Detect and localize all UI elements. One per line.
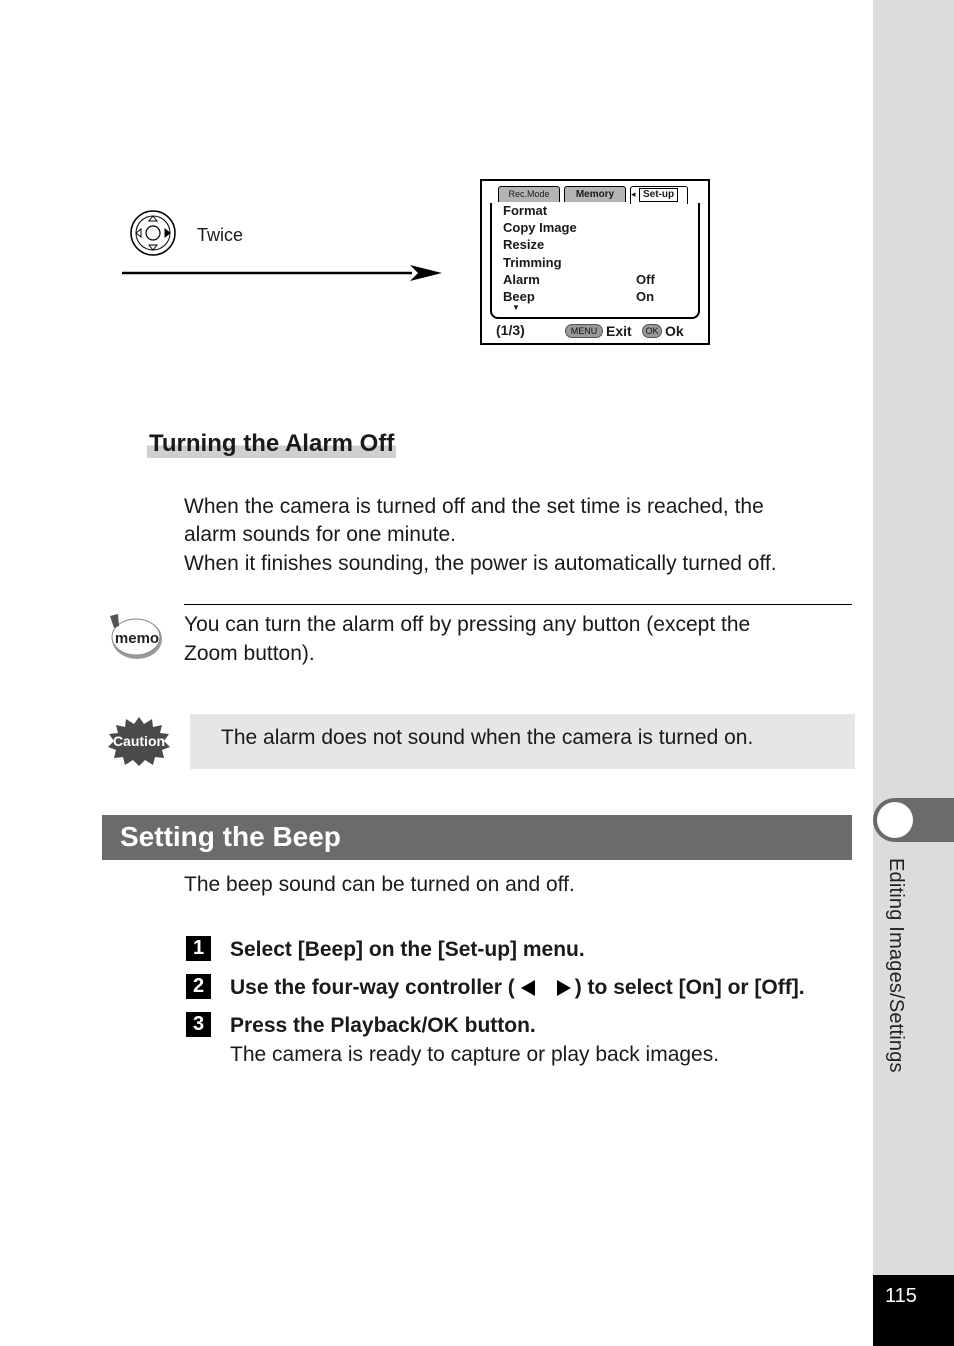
menu-item-format: Format xyxy=(503,203,548,218)
memo-icon-text: memo xyxy=(114,630,160,647)
alarm-text-line1: When the camera is turned off and the set time is reached, the xyxy=(184,495,764,518)
step-number-3: 3 xyxy=(186,1012,211,1037)
tab-set-up xyxy=(630,186,688,204)
step-text-3: Press the Playback/OK button. xyxy=(230,1014,536,1037)
section-label: Editing Images/Settings xyxy=(885,858,907,1073)
tab-memory: Memory xyxy=(564,186,626,202)
menu-value-beep: On xyxy=(636,289,655,304)
beep-intro: The beep sound can be turned on and off. xyxy=(184,873,575,896)
ok-label: Ok xyxy=(665,323,684,339)
menu-screen xyxy=(480,179,710,345)
arrow-right-icon xyxy=(120,262,445,284)
caution-box xyxy=(190,714,855,769)
menu-item-trimming: Trimming xyxy=(503,255,562,270)
step-text-2 xyxy=(230,976,805,1000)
menu-item-resize: Resize xyxy=(503,237,545,252)
caution-icon xyxy=(106,716,172,766)
chapter-dot-icon xyxy=(877,802,913,838)
memo-text-line1: You can turn the alarm off by pressing any button (except the xyxy=(184,613,751,636)
step-text-1: Select [Beep] on the [Set-up] menu. xyxy=(230,938,585,961)
page-number: 115 xyxy=(873,1275,954,1346)
step-number-1: 1 xyxy=(186,936,211,961)
beep-heading: Setting the Beep xyxy=(102,815,852,860)
alarm-text-line2: alarm sounds for one minute. xyxy=(184,523,456,546)
tab-set-up-label: Set-up xyxy=(639,188,678,202)
menu-item-copy-image: Copy Image xyxy=(503,220,577,235)
triangle-left-icon xyxy=(521,980,535,996)
menu-item-beep: Beep xyxy=(503,289,535,304)
chapter-tab xyxy=(873,798,954,842)
ok-button-icon: OK xyxy=(642,324,662,338)
triangle-left-icon: ◂ xyxy=(631,189,636,199)
sidebar xyxy=(873,0,954,1346)
triangle-right-icon xyxy=(557,980,571,996)
step-3-note: The camera is ready to capture or play back images. xyxy=(230,1043,720,1066)
memo-divider xyxy=(184,604,852,605)
caution-text: The alarm does not sound when the camera is turned on. xyxy=(221,726,754,749)
menu-value-alarm: Off xyxy=(636,272,655,287)
page-indicator: (1/3) xyxy=(496,322,525,338)
alarm-text-line3: When it finishes sounding, the power is automatically turned off. xyxy=(184,552,777,575)
press-count-label: Twice xyxy=(197,225,244,245)
scroll-down-icon: ▼ xyxy=(512,303,520,312)
four-way-controller-icon xyxy=(128,208,178,258)
step-text-2-after: ) to select [On] or [Off]. xyxy=(574,976,805,999)
alarm-heading: Turning the Alarm Off xyxy=(149,430,395,457)
caution-icon-text: Caution xyxy=(112,733,166,749)
menu-item-alarm: Alarm xyxy=(503,272,540,287)
menu-panel xyxy=(490,203,700,319)
exit-label: Exit xyxy=(606,323,632,339)
memo-text-line2: Zoom button). xyxy=(184,642,315,665)
memo-icon xyxy=(106,612,164,662)
menu-button-icon: MENU xyxy=(565,324,603,338)
step-number-2: 2 xyxy=(186,974,211,999)
step-text-2-before: Use the four-way controller ( xyxy=(230,976,515,999)
tab-rec-mode: Rec.Mode xyxy=(498,186,560,202)
